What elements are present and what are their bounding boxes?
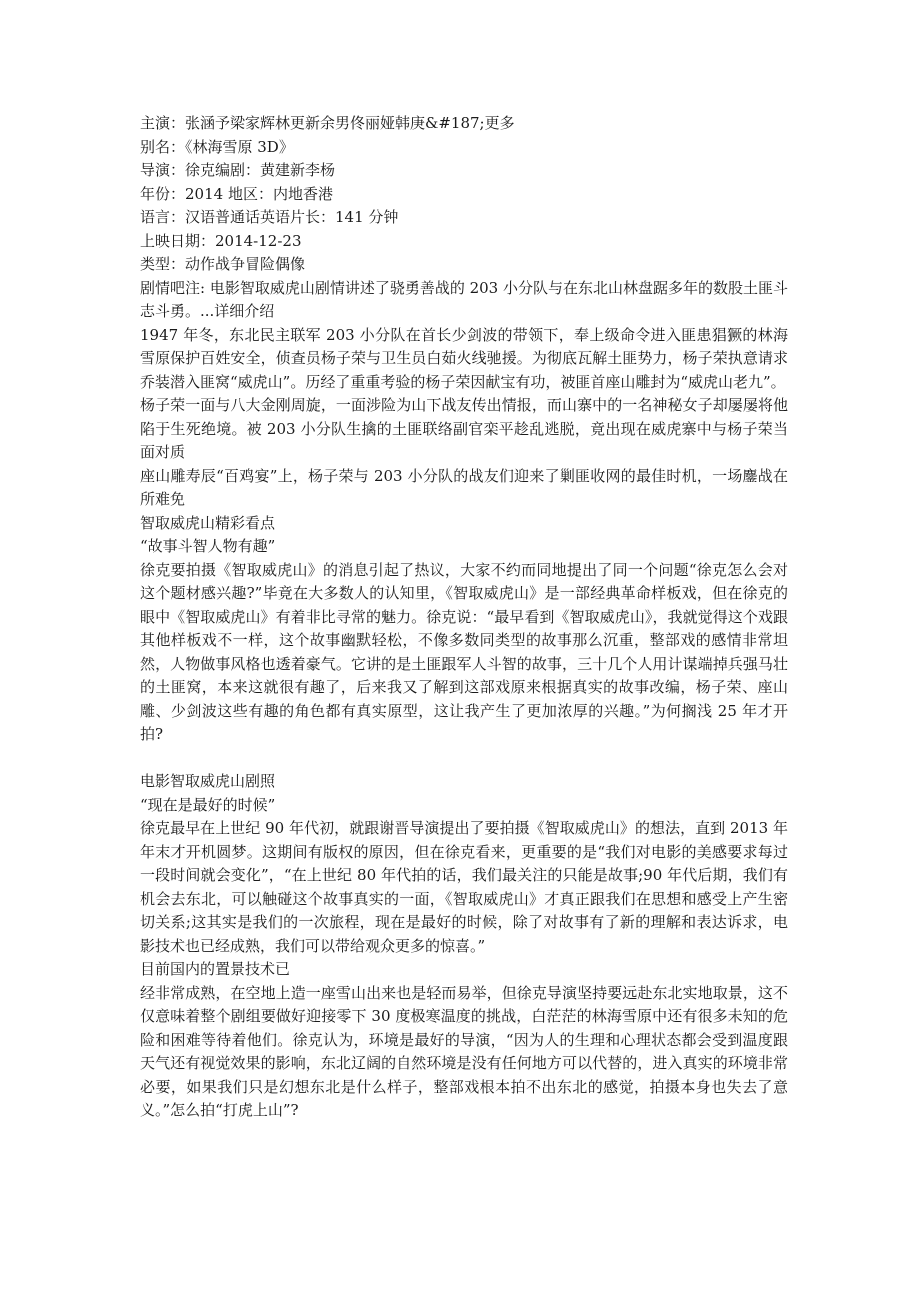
plot-paragraph-1: 1947 年冬，东北民主联军 203 小分队在首长少剑波的带领下，奉上级命令进入匪患猖獗的林海雪原保护百姓安全，侦查员杨子荣与卫生员白茹火线驰援。为彻底瓦解土匪势力，杨子荣执意请求乔装潜入匪窝“威虎山”。历经了重重考验的杨子荣因献宝有功，被匪首座山雕封为“威虎山老九”。 (140, 325, 788, 391)
blank-line (140, 747, 788, 771)
highlights-paragraph: 徐克要拍摄《智取威虎山》的消息引起了热议，大家不约而同地提出了同一个问题“徐克怎么会对这个题材感兴趣?”毕竟在大多数人的认知里，《智取威虎山》是一部经典革命样板戏，但在徐克的眼中《智取威虎山》有着非比寻常的魅力。徐克说：“最早看到《智取威虎山》，我就觉得这个戏跟其他样板戏不一样，这个故事幽默轻松，不像多数同类型的故事那么沉重，整部戏的感情非常坦然，人物做事风格也透着豪气。它讲的是土匪跟军人斗智的故事，三十几个人用计谋端掉兵强马壮的土匪窝，本来这就很有趣了，后来我又了解到这部戏原来根据真实的故事改编，杨子荣、座山雕、少剑波这些有趣的角色都有真实原型，这让我产生了更加浓厚的兴趣。”为何搁浅 25 年才开拍? (140, 560, 788, 743)
director-line: 导演：徐克编剧：黄建新李杨 (140, 161, 336, 179)
genre-line: 类型：动作战争冒险偶像 (140, 255, 306, 273)
location-paragraph: 经非常成熟，在空地上造一座雪山出来也是轻而易举，但徐克导演坚持要远赴东北实地取景，这不仅意味着整个剧组要做好迎接零下 30 度极寒温度的挑战，白茫茫的林海雪原中还有很多未知的危险和困难等待着他们。徐克认为，环境是最好的导演，“因为人的生理和心理状态都会受到温度跟天气还有视觉效果的影响，东北辽阔的自然环境是没有任何地方可以代替的，进入真实的环境非常必要，如果我们只是幻想东北是什么样子，整部戏根本拍不出东北的感觉，拍摄本身也失去了意义。”怎么拍“打虎上山”? (140, 983, 788, 1119)
document-body (140, 112, 788, 1123)
section-heading-stills: 电影智取威虎山剧照 (140, 772, 276, 790)
best-time-paragraph: 徐克最早在上世纪 90 年代初，就跟谢晋导演提出了要拍摄《智取威虎山》的想法，直到 2013 年年末才开机圆梦。这期间有版权的原因，但在徐克看来，更重要的是“我们对电影的美感要求每过一段时间就会变化”，“在上世纪 80 年代拍的话，我们最关注的只能是故事;90 年代后期，我们有机会去东北，可以触碰这个故事真实的一面，《智取威虎山》才真正跟我们在思想和感受上产生密切关系;这其实是我们的一次旅程，现在是最好的时候，除了对故事有了新的理解和表达诉求，电影技术也已经成熟，我们可以带给观众更多的惊喜。” (140, 819, 788, 955)
set-tech-heading: 目前国内的置景技术已 (140, 960, 291, 978)
plot-paragraph-2: 杨子荣一面与八大金刚周旋，一面涉险为山下战友传出情报，而山寨中的一名神秘女子却屡屡将他陷于生死绝境。被 203 小分队生擒的土匪联络副官栾平趁乱逃脱，竟出现在威虎寨中与杨子荣当面对质 (140, 396, 788, 461)
release-date-line: 上映日期：2014-12-23 (140, 231, 302, 250)
cast-line: 主演：张涵予梁家辉林更新余男佟丽娅韩庚&#187;更多 (140, 114, 515, 132)
year-region-line: 年份：2014 地区：内地香港 (140, 184, 333, 203)
synopsis-paragraph: 剧情吧注: 电影智取威虎山剧情讲述了骁勇善战的 203 小分队与在东北山林盘踞多年的数股土匪斗志斗勇。...详细介绍 (140, 278, 788, 320)
section-heading-highlights: 智取威虎山精彩看点 (140, 513, 276, 532)
language-runtime-line: 语言：汉语普通话英语片长：141 分钟 (140, 208, 399, 226)
subheading-story: “故事斗智人物有趣” (140, 537, 276, 555)
subheading-best-time: “现在是最好的时候” (140, 795, 276, 814)
plot-paragraph-3: 座山雕寿辰“百鸡宴”上，杨子荣与 203 小分队的战友们迎来了剿匪收网的最佳时机，一场鏖战在所难免 (140, 466, 788, 508)
alias-line: 别名：《林海雪原 3D》 (140, 137, 294, 156)
